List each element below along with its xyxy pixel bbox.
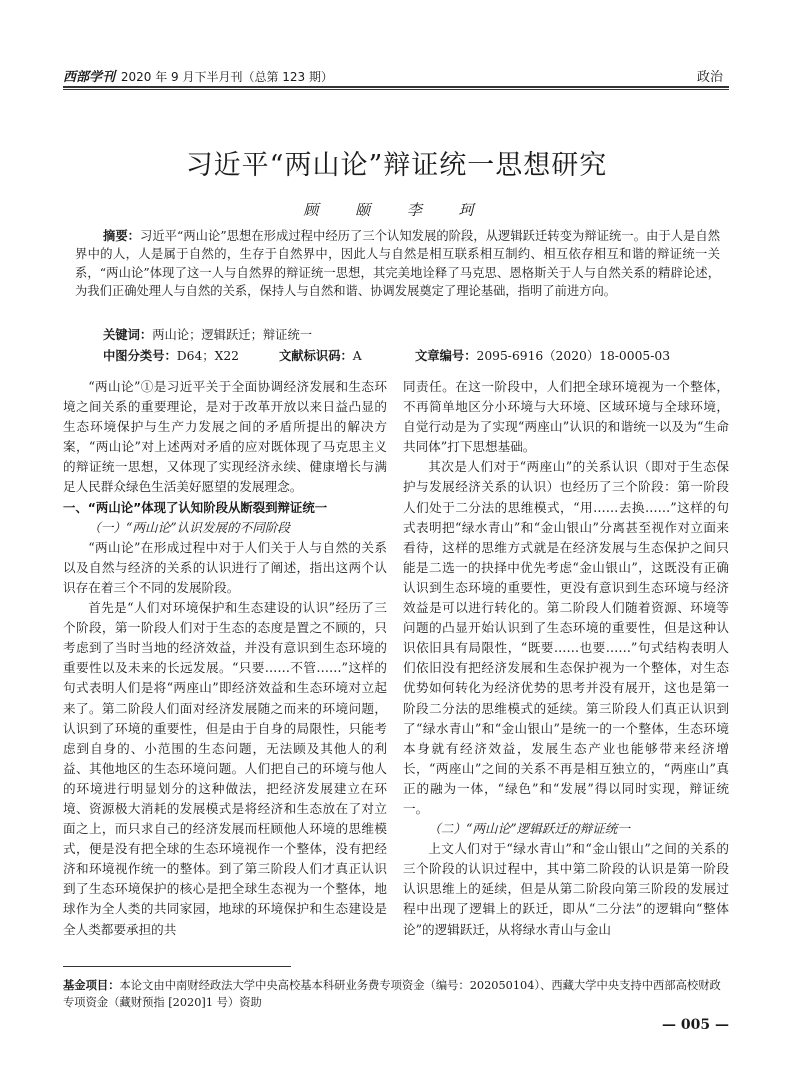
subsection-heading: （二）“两山论”逻辑跃迁的辩证统一 bbox=[428, 821, 630, 837]
footnote-text: 本论文由中南财经政法大学中央高校基本科研业务费专项资金（编号：202050104）、西藏大学中央支持中西部高校财政专项资金（藏财预指 [2020]1 号）资助 bbox=[63, 979, 721, 1009]
subsection-heading: （一）“两山论”认识发展的不同阶段 bbox=[88, 519, 290, 535]
footnote bbox=[63, 977, 729, 1011]
paragraph: 同责任。在这一阶段中，人们把全球环境视为一个整体，不再简单地区分小环境与大环境、区域环境与全球环境，自觉行动是为了实现“两座山”认识的和谐统一以及为“生命共同体”打下思想基础。 bbox=[403, 379, 729, 455]
footnote-rule bbox=[63, 966, 291, 967]
keywords bbox=[103, 325, 312, 343]
article-no-label: 文章编号： bbox=[415, 349, 477, 363]
journal-logo: 西部学刊 bbox=[63, 70, 116, 85]
clc-number bbox=[103, 346, 239, 364]
paragraph: 上文人们对于“绿水青山”和“金山银山”之间的关系的三个阶段的认识过程中，其中第二阶段的认识是第一阶段认识思维上的延续，但是从第二阶段向第三阶段的发展过程中出现了逻辑上的跃迁，即从“二分法”的逻辑向“整体论”的逻辑跃迁，从将绿水青山与金山 bbox=[403, 841, 729, 937]
paragraph: “两山论”在形成过程中对于人们关于人与自然的关系以及自然与经济的关系的认识进行了阐述，指出这两个认识存在着三个不同的发展阶段。 bbox=[63, 539, 387, 595]
running-header bbox=[63, 66, 333, 85]
article-authors: 顾 颐 李 珂 bbox=[303, 201, 490, 219]
page-number: — 005 — bbox=[662, 1017, 729, 1033]
footnote-label: 基金项目： bbox=[63, 979, 120, 992]
header-rule bbox=[63, 86, 729, 88]
article-title: 习近平“两山论”辩证统一思想研究 bbox=[185, 150, 608, 181]
clc-label: 中图分类号： bbox=[103, 349, 177, 363]
section-label: 政治 bbox=[696, 70, 723, 85]
keywords-text: 两山论；逻辑跃迁；辩证统一 bbox=[152, 328, 313, 342]
body-column-left bbox=[63, 377, 387, 940]
body-column-right bbox=[403, 377, 729, 940]
paragraph: 其次是人们对于“两座山”的关系认识（即对于生态保护与发展经济关系的认识）也经历了三个阶段：第一阶段人们处于二分法的思维模式，“用……去换……”这样的句式表明把“绿水青山”和“金山银山”分离甚至视作对立面来看待，这样的思维方式就是在经济发展与生态保护之间只能是二选一的抉择中优先考虑“金山银山”，这既没有正确认识到生态环境的重要性，更没有意识到生态环境与经济效益是可以进行转化的。第二阶段人们随着资源、环境等问题的凸显开始认识到了生态环境的重要性，但是这种认识依旧具有局限性，“既要……也要……”句式结构表明人们依旧没有把经济发展和生态保护视为一个整体，对生态优势如何转化为经济优势的思考并没有展开，这也是第一阶段二分法的思维模式的延续。第三阶段人们真正认识到了“绿水青山”和“金山银山”是统一的一个整体，生态环境本身就有经济效益，发展生态产业也能够带来经济增长，“两座山”之间的关系不再是相互独立的，“两座山”真正的融为一体，“绿色”和“发展”得以同时实现，辩证统一。 bbox=[403, 459, 729, 816]
article-no-value: 2095-6916（2020）18-0005-03 bbox=[476, 349, 671, 363]
clc-value: D64；X22 bbox=[176, 349, 240, 363]
article-number bbox=[415, 346, 670, 364]
keywords-label: 关键词： bbox=[103, 328, 153, 342]
paragraph: “两山论”①是习近平关于全面协调经济发展和生态环境之间关系的重要理论，是对于改革开放以来日益凸显的生态环境保护与生产力发展之间的矛盾所提出的解决方案，“两山论”对上述两对矛盾的应对既体现了马克思主义的辩证统一思想，又体现了实现经济永续、健康增长与满足人民群众绿色生活美好愿望的发展理念。 bbox=[63, 379, 387, 495]
section-heading: 一、“两山论”体现了认知阶段从断裂到辩证统一 bbox=[63, 499, 328, 515]
doc-code-value: A bbox=[352, 349, 362, 363]
issue-info: 2020 年 9 月下半月刊（总第 123 期） bbox=[120, 70, 333, 84]
abstract bbox=[75, 227, 720, 301]
paragraph: 首先是“人们对环境保护和生态建设的认识”经历了三个阶段，第一阶段人们对于生态的态度是置之不顾的，只考虑到了当时当地的经济效益，并没有意识到生态环境的重要性以及未来的长远发展。“只要……不管……”这样的句式表明人们是将“两座山”即经济效益和生态环境对立起来了。第二阶段人们面对经济发展随之而来的环境问题，认识到了环境的重要性，但是由于自身的局限性，只能考虑到自身的、小范围的生态问题，无法顾及其他人的利益、其他地区的生态环境问题。人们把自己的环境与他人的环境进行明显划分的这种做法，把经济发展建立在环境、资源极大消耗的发展模式是将经济和生态放在了对立面之上，而只求自己的经济发展而枉顾他人环境的思维模式，便是没有把全球的生态环境视作一个整体，没有把经济和环境视作统一的整体。到了第三阶段人们才真正认识到了生态环境保护的核心是把全球生态视为一个整体，地球作为全人类的共同家园，地球的环境保护和生态建设是全人类都要承担的共 bbox=[63, 600, 387, 937]
header-rule-thin bbox=[63, 89, 729, 90]
abstract-text: 习近平“两山论”思想在形成过程中经历了三个认知发展的阶段，从逻辑跃迁转变为辩证统一。由于人是自然界中的人，人是属于自然的，生存于自然界中，因此人与自然是相互联系相互制约、相互依存相互和谐的辩证统一关系，“两山论”体现了这一人与自然界的辩证统一思想，其完美地诠释了马克思、恩格斯关于人与自然关系的精辟论述，为我们正确处理人与自然的关系，保持人与自然和谐、协调发展奠定了理论基础，指明了前进方向。 bbox=[75, 229, 720, 299]
abstract-label: 摘要： bbox=[103, 229, 141, 243]
doc-code-label: 文献标识码： bbox=[279, 349, 353, 363]
document-code bbox=[279, 346, 362, 364]
